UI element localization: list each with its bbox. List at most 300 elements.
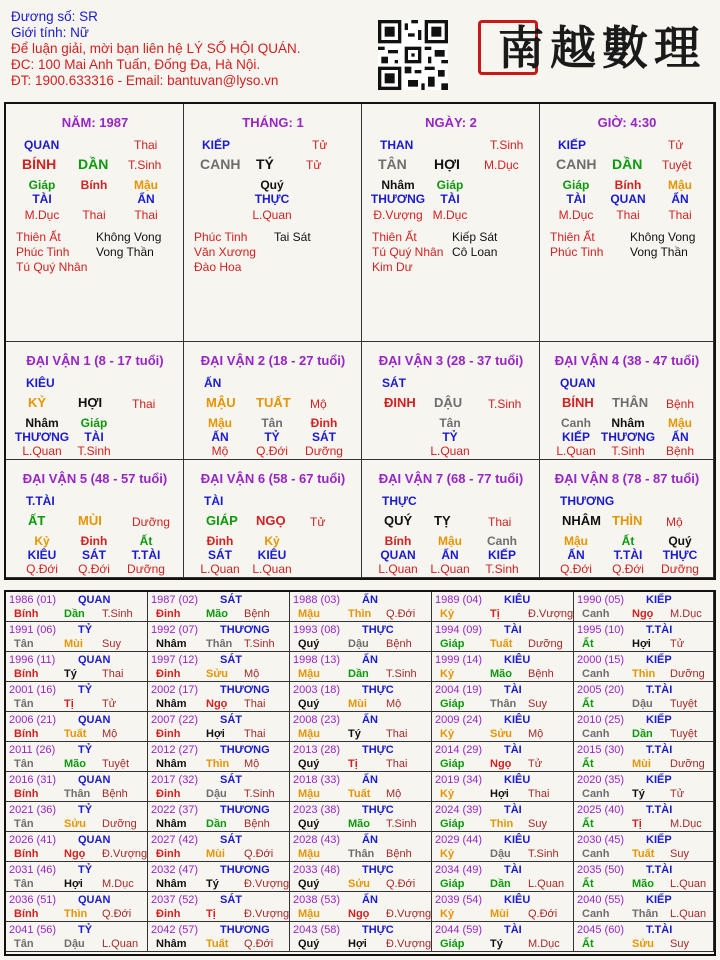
- hidden-god: QUAN: [380, 548, 416, 562]
- year-stage: Q.Đới: [386, 608, 416, 620]
- year-god: TÀI: [504, 804, 522, 816]
- pillar-chi: HỢI: [434, 156, 460, 172]
- year-label: 2012 (27): [151, 744, 199, 756]
- year-cell: [6, 712, 148, 742]
- hidden-god: QUAN: [610, 192, 646, 206]
- year-god: QUAN: [78, 714, 111, 726]
- year-chi: Mùi: [206, 848, 225, 860]
- year-stage: Tử: [528, 758, 543, 770]
- pillar-god: KIẾP: [558, 138, 587, 152]
- year-chi: Mùi: [632, 758, 651, 770]
- year-chi: Mão: [490, 668, 512, 680]
- year-label: 2006 (21): [9, 714, 57, 726]
- dai-van-can: GIÁP: [206, 513, 238, 528]
- year-stage: Mộ: [528, 728, 544, 740]
- year-stage: Q.Đới: [528, 908, 558, 920]
- year-label: 2003 (18): [293, 684, 341, 696]
- hidden-stage: Q.Đới: [256, 444, 288, 458]
- good-star: Đào Hoa: [194, 260, 242, 274]
- year-chi: Tị: [348, 758, 358, 770]
- year-stage: Bệnh: [102, 788, 128, 800]
- hidden-stage: T.Sinh: [485, 562, 519, 576]
- year-cell: [6, 832, 148, 862]
- year-label: 2002 (17): [151, 684, 199, 696]
- hidden-stage: Thai: [616, 208, 640, 222]
- year-god: T.TÀI: [646, 744, 673, 756]
- dai-van-2: [184, 342, 362, 460]
- hidden-god: ẤN: [567, 548, 585, 562]
- year-stage: Bệnh: [244, 818, 270, 830]
- year-can: Kỷ: [440, 728, 455, 740]
- year-label: 2011 (26): [9, 744, 56, 756]
- year-chi: Thân: [632, 908, 659, 920]
- year-god: ẤN: [362, 714, 378, 726]
- pillar-stage: T.Sinh: [128, 158, 162, 172]
- year-label: 1988 (03): [293, 594, 341, 606]
- year-can: Mậu: [298, 848, 320, 860]
- dai-van-stage: Mộ: [310, 397, 327, 411]
- year-god: THỰC: [362, 864, 394, 876]
- pillar-god: KIẾP: [202, 138, 231, 152]
- year-chi: Thìn: [490, 818, 514, 830]
- year-label: 2004 (19): [435, 684, 483, 696]
- good-star: Phúc Tinh: [16, 245, 70, 259]
- year-god: SÁT: [220, 594, 242, 606]
- year-god: THỰC: [362, 924, 394, 936]
- year-stage: T.Sinh: [386, 668, 417, 680]
- year-can: Giáp: [440, 878, 465, 890]
- year-label: 1997 (12): [151, 654, 199, 666]
- hidden-can: Giáp: [562, 178, 590, 192]
- year-label: 1987 (02): [151, 594, 199, 606]
- year-cell: [574, 682, 714, 712]
- good-star: Thiên Ất: [16, 230, 61, 244]
- year-can: Quý: [298, 938, 320, 950]
- year-chi: Thân: [348, 848, 375, 860]
- year-god: ẤN: [362, 894, 378, 906]
- hidden-can: Đinh: [310, 416, 338, 430]
- year-god: THỰC: [362, 684, 394, 696]
- dai-van-chi: TUẤT: [256, 395, 291, 410]
- year-label: 2014 (29): [435, 744, 483, 756]
- year-label: 2037 (52): [151, 894, 199, 906]
- year-cell: [148, 802, 290, 832]
- hidden-stage: Dưỡng: [127, 562, 165, 576]
- year-label: 2029 (44): [435, 834, 483, 846]
- hidden-can: Canh: [561, 416, 591, 430]
- year-label: 2020 (35): [577, 774, 625, 786]
- year-cell: [290, 892, 432, 922]
- hidden-stage: Dưỡng: [305, 444, 343, 458]
- year-label: 1995 (10): [577, 624, 625, 636]
- hidden-can: Ất: [621, 534, 635, 548]
- dai-van-god: T.TÀI: [26, 494, 55, 508]
- year-chi: Ngọ: [64, 848, 86, 860]
- year-chi: Mão: [632, 878, 654, 890]
- qr-code-icon: [378, 20, 448, 90]
- hidden-god: T.TÀI: [613, 548, 643, 562]
- dai-van-chi: THÌN: [612, 513, 643, 528]
- hidden-god: KIÊU: [257, 548, 287, 562]
- year-god: T.TÀI: [646, 624, 673, 636]
- year-can: Nhâm: [156, 938, 187, 950]
- year-stage: Q.Đới: [386, 878, 416, 890]
- year-chi: Tuất: [64, 728, 87, 740]
- year-label: 2024 (39): [435, 804, 483, 816]
- good-star: Thiên Ất: [372, 230, 417, 244]
- hidden-can: Bính: [384, 534, 412, 548]
- year-label: 2028 (43): [293, 834, 341, 846]
- year-cell: [6, 772, 148, 802]
- year-stage: T.Sinh: [244, 788, 275, 800]
- dai-van-god: THỰC: [382, 494, 417, 508]
- year-cell: [6, 622, 148, 652]
- year-god: KIẾP: [646, 774, 672, 786]
- year-cell: [574, 772, 714, 802]
- year-cell: [574, 802, 714, 832]
- year-chi: Dần: [490, 878, 511, 890]
- year-can: Ất: [582, 758, 594, 770]
- year-chi: Ngọ: [632, 608, 654, 620]
- year-god: TÀI: [504, 864, 522, 876]
- dai-van-title: ĐẠI VẬN 4 (38 - 47 tuổi): [554, 353, 700, 368]
- year-can: Mậu: [298, 608, 320, 620]
- year-can: Ất: [582, 698, 594, 710]
- year-chi: Ngọ: [348, 908, 370, 920]
- hidden-can: Mậu: [134, 178, 158, 192]
- year-god: ẤN: [362, 594, 378, 606]
- year-god: QUAN: [78, 834, 111, 846]
- hidden-can: Đinh: [80, 534, 108, 548]
- year-label: 2018 (33): [293, 774, 341, 786]
- year-chi: Mão: [348, 818, 370, 830]
- year-cell: [6, 742, 148, 772]
- year-can: Canh: [582, 908, 610, 920]
- year-chi: Hợi: [632, 638, 651, 650]
- dai-van-title: ĐẠI VẬN 5 (48 - 57 tuổi): [22, 471, 168, 486]
- year-can: Giáp: [440, 818, 465, 830]
- bad-star: Tai Sát: [274, 230, 311, 244]
- dai-van-6: [184, 460, 362, 578]
- year-label: 2032 (47): [151, 864, 199, 876]
- pillar-god: QUAN: [24, 138, 60, 152]
- year-cell: [574, 592, 714, 622]
- year-god: THỰC: [362, 804, 394, 816]
- year-stage: T.Sinh: [528, 848, 559, 860]
- year-stage: Đ.Vượng: [386, 938, 432, 950]
- year-god: KIÊU: [504, 654, 531, 666]
- hidden-stage: Mộ: [211, 444, 229, 458]
- year-label: 1998 (13): [293, 654, 341, 666]
- hidden-god: SÁT: [312, 430, 336, 444]
- dai-van-god: SÁT: [382, 376, 406, 390]
- year-label: 2042 (57): [151, 924, 199, 936]
- hidden-god: TỶ: [264, 430, 280, 444]
- year-god: QUAN: [78, 774, 111, 786]
- year-can: Bính: [14, 608, 39, 620]
- year-can: Ất: [582, 878, 594, 890]
- year-god: T.TÀI: [646, 684, 673, 696]
- dai-van-god: KIÊU: [26, 376, 55, 390]
- year-chi: Dần: [632, 728, 653, 740]
- year-stage: Mộ: [244, 668, 260, 680]
- pillar-stage: Tuyệt: [662, 158, 692, 172]
- year-can: Mậu: [298, 788, 320, 800]
- hidden-can: Mậu: [438, 534, 462, 548]
- hidden-stage: T.Sinh: [77, 444, 111, 458]
- year-label: 1990 (05): [577, 594, 625, 606]
- year-god: THƯƠNG: [220, 624, 270, 636]
- year-cell: [432, 802, 574, 832]
- year-god: KIÊU: [504, 894, 531, 906]
- dai-van-1: [6, 342, 184, 460]
- pillar-0: [6, 104, 184, 342]
- year-cell: [6, 892, 148, 922]
- year-can: Kỷ: [440, 848, 455, 860]
- year-stage: Đ.Vượng: [244, 908, 290, 920]
- year-stage: Bệnh: [386, 848, 412, 860]
- year-chi: Thìn: [632, 668, 656, 680]
- year-chi: Dần: [206, 818, 227, 830]
- year-chi: Sửu: [490, 728, 513, 740]
- year-cell: [6, 802, 148, 832]
- dai-van-title: ĐẠI VẬN 6 (58 - 67 tuổi): [200, 471, 346, 486]
- pillar-title: NĂM: 1987: [61, 115, 129, 130]
- year-label: 2013 (28): [293, 744, 341, 756]
- dai-van-5: [6, 460, 184, 578]
- chart-main: [4, 102, 716, 580]
- year-god: KIẾP: [646, 714, 672, 726]
- year-chi: Tý: [206, 878, 219, 890]
- year-can: Mậu: [298, 908, 320, 920]
- hidden-can: Mậu: [564, 534, 588, 548]
- year-can: Giáp: [440, 938, 465, 950]
- year-cell: [6, 862, 148, 892]
- year-stage: Dưỡng: [102, 818, 137, 830]
- year-chi: Tuất: [490, 638, 513, 650]
- dai-van-title: ĐẠI VẬN 8 (78 - 87 tuổi): [554, 471, 700, 486]
- year-can: Giáp: [440, 698, 465, 710]
- year-stage: Thai: [386, 728, 408, 740]
- year-cell: [432, 832, 574, 862]
- year-god: TÀI: [504, 684, 522, 696]
- year-god: QUAN: [78, 594, 111, 606]
- dai-van-4: [540, 342, 714, 460]
- dai-van-can: NHÂM: [562, 513, 601, 528]
- pillar-can: TÂN: [378, 156, 407, 172]
- year-label: 2038 (53): [293, 894, 341, 906]
- year-cell: [148, 682, 290, 712]
- year-can: Tân: [14, 938, 34, 950]
- year-cell: [290, 712, 432, 742]
- hidden-stage: L.Quan: [252, 208, 292, 222]
- hidden-can: Nhâm: [25, 416, 59, 430]
- year-label: 2015 (30): [577, 744, 625, 756]
- hidden-stage: Q.Đới: [26, 562, 58, 576]
- year-god: SÁT: [220, 834, 242, 846]
- pillar-stage: M.Dục: [484, 158, 519, 172]
- dai-van-stage: Thai: [132, 397, 156, 411]
- year-god: THƯƠNG: [220, 924, 270, 936]
- bad-star: Vong Thần: [96, 245, 154, 259]
- year-god: THỰC: [362, 744, 394, 756]
- year-cell: [148, 592, 290, 622]
- duong-so: Đương số: SR: [11, 9, 98, 24]
- bad-star: Không Vong: [96, 230, 162, 244]
- logo-text: 南越數理: [498, 21, 706, 75]
- year-can: Quý: [298, 638, 320, 650]
- year-label: 1989 (04): [435, 594, 483, 606]
- year-stage: M.Dục: [102, 878, 134, 890]
- year-label: 2030 (45): [577, 834, 625, 846]
- dai-van-chi: DẬU: [434, 395, 463, 410]
- year-chi: Mão: [206, 608, 228, 620]
- year-stage: Suy: [670, 848, 689, 860]
- year-label: 2023 (38): [293, 804, 341, 816]
- dai-van-god: THƯƠNG: [560, 494, 615, 508]
- year-can: Kỷ: [440, 608, 455, 620]
- hidden-can: Giáp: [28, 178, 56, 192]
- year-label: 2008 (23): [293, 714, 341, 726]
- year-can: Bính: [14, 668, 39, 680]
- pillar-can: BÍNH: [22, 156, 57, 172]
- year-chi: Tý: [490, 938, 503, 950]
- year-god: KIÊU: [504, 834, 531, 846]
- hidden-god: ẤN: [671, 430, 689, 444]
- year-can: Đinh: [156, 908, 181, 920]
- year-stage: Đ.Vượng: [102, 848, 148, 860]
- year-cell: [574, 892, 714, 922]
- year-can: Đinh: [156, 608, 181, 620]
- year-cell: [574, 622, 714, 652]
- hidden-can: Canh: [487, 534, 517, 548]
- year-stage: Dưỡng: [528, 638, 563, 650]
- year-can: Bính: [14, 908, 39, 920]
- dai-van-god: QUAN: [560, 376, 596, 390]
- year-stage: T.Sinh: [102, 608, 133, 620]
- year-cell: [290, 682, 432, 712]
- hidden-god: ẤN: [441, 548, 459, 562]
- year-stage: Bệnh: [386, 638, 412, 650]
- year-cell: [290, 832, 432, 862]
- hidden-stage: M.Dục: [432, 208, 468, 222]
- hidden-can: Giáp: [436, 178, 464, 192]
- year-chi: Thân: [64, 788, 91, 800]
- year-label: 2025 (40): [577, 804, 625, 816]
- year-can: Mậu: [298, 728, 320, 740]
- dai-van-can: MẬU: [206, 395, 236, 410]
- year-label: 1992 (07): [151, 624, 199, 636]
- pillar-title: THÁNG: 1: [242, 115, 304, 130]
- hidden-can: Quý: [260, 178, 284, 192]
- year-can: Giáp: [440, 758, 465, 770]
- year-label: 2000 (15): [577, 654, 625, 666]
- hidden-stage: L.Quan: [378, 562, 418, 576]
- year-god: T.TÀI: [646, 864, 673, 876]
- pillar-chi: TÝ: [256, 156, 274, 172]
- hidden-stage: L.Quan: [22, 444, 62, 458]
- year-god: SÁT: [220, 654, 242, 666]
- year-label: 2034 (49): [435, 864, 483, 876]
- year-chi: Tý: [64, 668, 77, 680]
- good-star: Thiên Ất: [550, 230, 595, 244]
- year-cell: [290, 592, 432, 622]
- year-label: 2043 (58): [293, 924, 341, 936]
- hidden-stage: Thai: [82, 208, 106, 222]
- dai-van-title: ĐẠI VẬN 1 (8 - 17 tuổi): [26, 353, 164, 368]
- year-god: T.TÀI: [646, 804, 673, 816]
- year-stage: Đ.Vượng: [386, 908, 432, 920]
- year-can: Canh: [582, 608, 610, 620]
- year-cell: [574, 712, 714, 742]
- year-god: THƯƠNG: [220, 744, 270, 756]
- dai-van-stage: Thai: [488, 515, 512, 529]
- hidden-god: TÀI: [440, 192, 460, 206]
- hidden-god: KIẾP: [487, 548, 517, 562]
- year-grid: [4, 590, 716, 956]
- year-cell: [6, 592, 148, 622]
- year-cell: [432, 592, 574, 622]
- year-can: Đinh: [156, 668, 181, 680]
- year-label: 2022 (37): [151, 804, 199, 816]
- year-label: 2045 (60): [577, 924, 625, 936]
- hidden-can: Đinh: [206, 534, 234, 548]
- year-god: TỶ: [78, 744, 93, 756]
- year-label: 2017 (32): [151, 774, 199, 786]
- year-can: Quý: [298, 698, 320, 710]
- year-cell: [432, 862, 574, 892]
- dai-van-can: BÍNH: [562, 395, 594, 410]
- hidden-god: ẤN: [211, 430, 229, 444]
- year-chi: Dậu: [490, 848, 511, 860]
- year-can: Tân: [14, 878, 34, 890]
- hidden-god: THƯƠNG: [600, 430, 656, 444]
- year-label: 2019 (34): [435, 774, 483, 786]
- year-chi: Ngọ: [206, 698, 228, 710]
- year-stage: Bệnh: [244, 608, 270, 620]
- hidden-can: Tân: [261, 416, 283, 430]
- year-cell: [432, 892, 574, 922]
- year-can: Nhâm: [156, 818, 187, 830]
- year-cell: [290, 742, 432, 772]
- year-chi: Sửu: [632, 938, 655, 950]
- year-can: Giáp: [440, 638, 465, 650]
- year-god: KIẾP: [646, 594, 672, 606]
- bad-star: Vong Thần: [630, 245, 688, 259]
- pillar-can: CANH: [556, 156, 597, 172]
- year-can: Bính: [14, 788, 39, 800]
- year-stage: Thai: [386, 758, 408, 770]
- year-cell: [148, 772, 290, 802]
- year-stage: Mộ: [386, 788, 402, 800]
- year-chi: Thìn: [64, 908, 88, 920]
- hidden-can: Mậu: [208, 416, 232, 430]
- year-chi: Mùi: [490, 908, 509, 920]
- year-label: 2009 (24): [435, 714, 483, 726]
- year-can: Tân: [14, 818, 34, 830]
- bad-star: Không Vong: [630, 230, 696, 244]
- year-label: 1993 (08): [293, 624, 341, 636]
- year-chi: Thân: [206, 638, 233, 650]
- year-chi: Tị: [632, 818, 642, 830]
- dai-van-stage: Tử: [310, 515, 326, 529]
- hidden-god: SÁT: [208, 548, 232, 562]
- dai-van-chi: THÂN: [612, 395, 649, 410]
- year-cell: [574, 652, 714, 682]
- hidden-stage: L.Quan: [430, 562, 470, 576]
- hidden-god: TÀI: [566, 192, 586, 206]
- year-label: 2035 (50): [577, 864, 625, 876]
